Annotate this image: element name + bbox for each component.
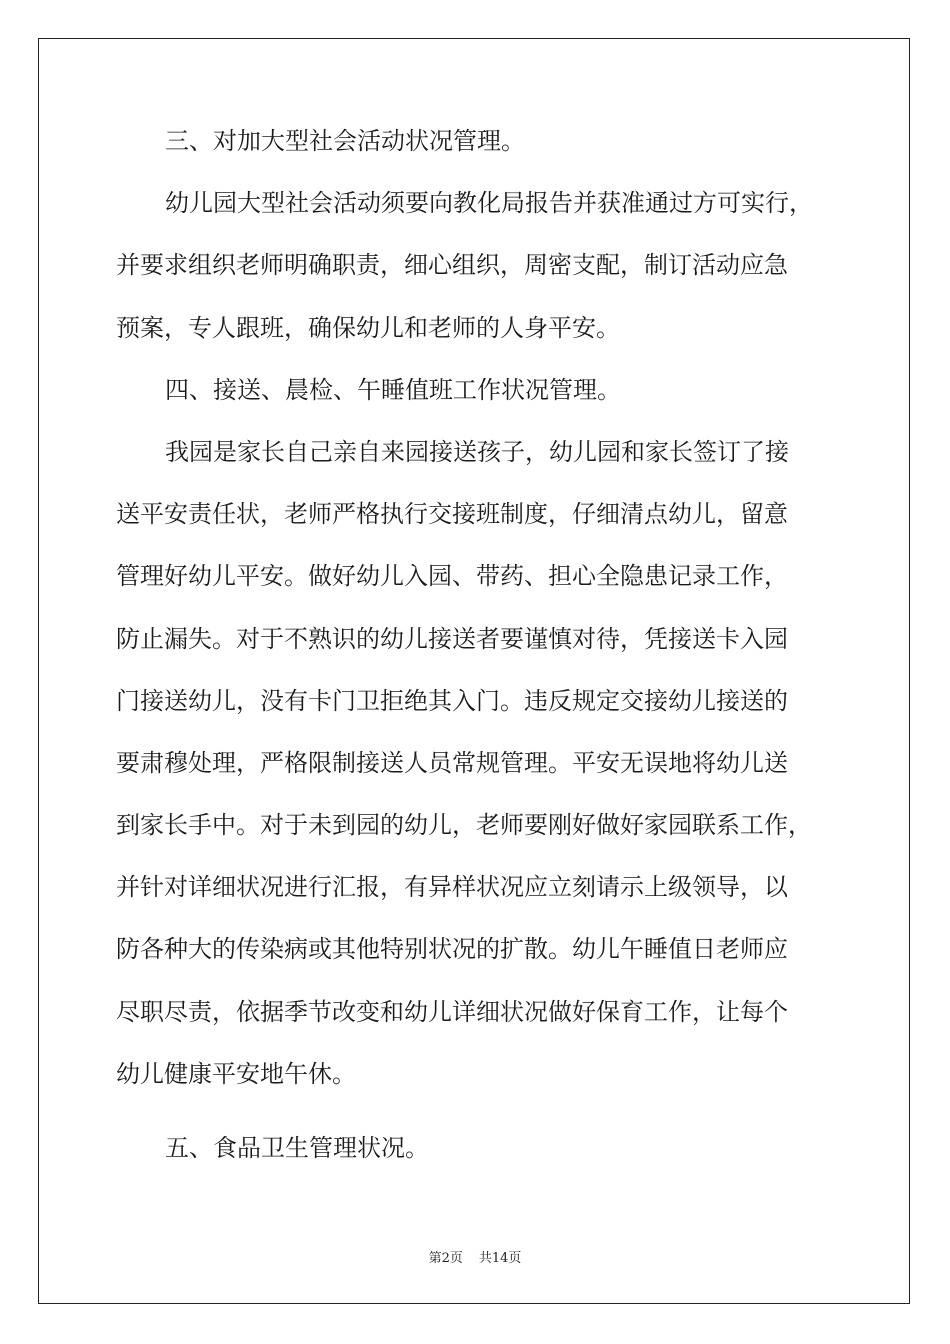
paragraph-line: 门接送幼儿，没有卡门卫拒绝其入门。违反规定交接幼儿接送的 <box>116 686 788 715</box>
page-number-current: 第2页 <box>428 1251 463 1266</box>
heading-section-4: 四、接送、晨检、午睡值班工作状况管理。 <box>165 375 621 404</box>
paragraph-line: 我园是家长自己亲自来园接送孩子，幼儿园和家长签订了接 <box>165 437 789 466</box>
paragraph-line: 预案，专人跟班，确保幼儿和老师的人身平安。 <box>116 313 620 342</box>
document-body <box>116 110 836 1179</box>
page-number-total: 共14页 <box>478 1251 522 1266</box>
paragraph-line: 防各种大的传染病或其他特别状况的扩散。幼儿午睡值日老师应 <box>116 935 788 964</box>
page-footer <box>0 1247 950 1266</box>
paragraph-line: 并针对详细状况进行汇报，有异样状况应立刻请示上级领导，以 <box>116 873 788 902</box>
paragraph-line: 防止漏失。对于不熟识的幼儿接送者要谨慎对待，凭接送卡入园 <box>116 624 788 653</box>
paragraph-line: 管理好幼儿平安。做好幼儿入园、带药、担心全隐患记录工作， <box>116 562 788 591</box>
paragraph-line: 尽职尽责，依据季节改变和幼儿详细状况做好保育工作，让每个 <box>116 997 788 1026</box>
paragraph-line: 要肃穆处理，严格限制接送人员常规管理。平安无误地将幼儿送 <box>116 748 788 777</box>
paragraph-line: 送平安责任状，老师严格执行交接班制度，仔细清点幼儿，留意 <box>116 500 788 529</box>
paragraph-line: 到家长手中。对于未到园的幼儿，老师要刚好做好家园联系工作， <box>116 811 812 840</box>
paragraph-line: 幼儿园大型社会活动须要向教化局报告并获准通过方可实行， <box>165 189 813 218</box>
paragraph-line: 幼儿健康平安地午休。 <box>116 1059 356 1088</box>
paragraph-line: 并要求组织老师明确职责，细心组织，周密支配，制订活动应急 <box>116 251 788 280</box>
heading-section-5: 五、食品卫生管理状况。 <box>165 1134 429 1162</box>
heading-section-3: 三、对加大型社会活动状况管理。 <box>165 127 525 155</box>
